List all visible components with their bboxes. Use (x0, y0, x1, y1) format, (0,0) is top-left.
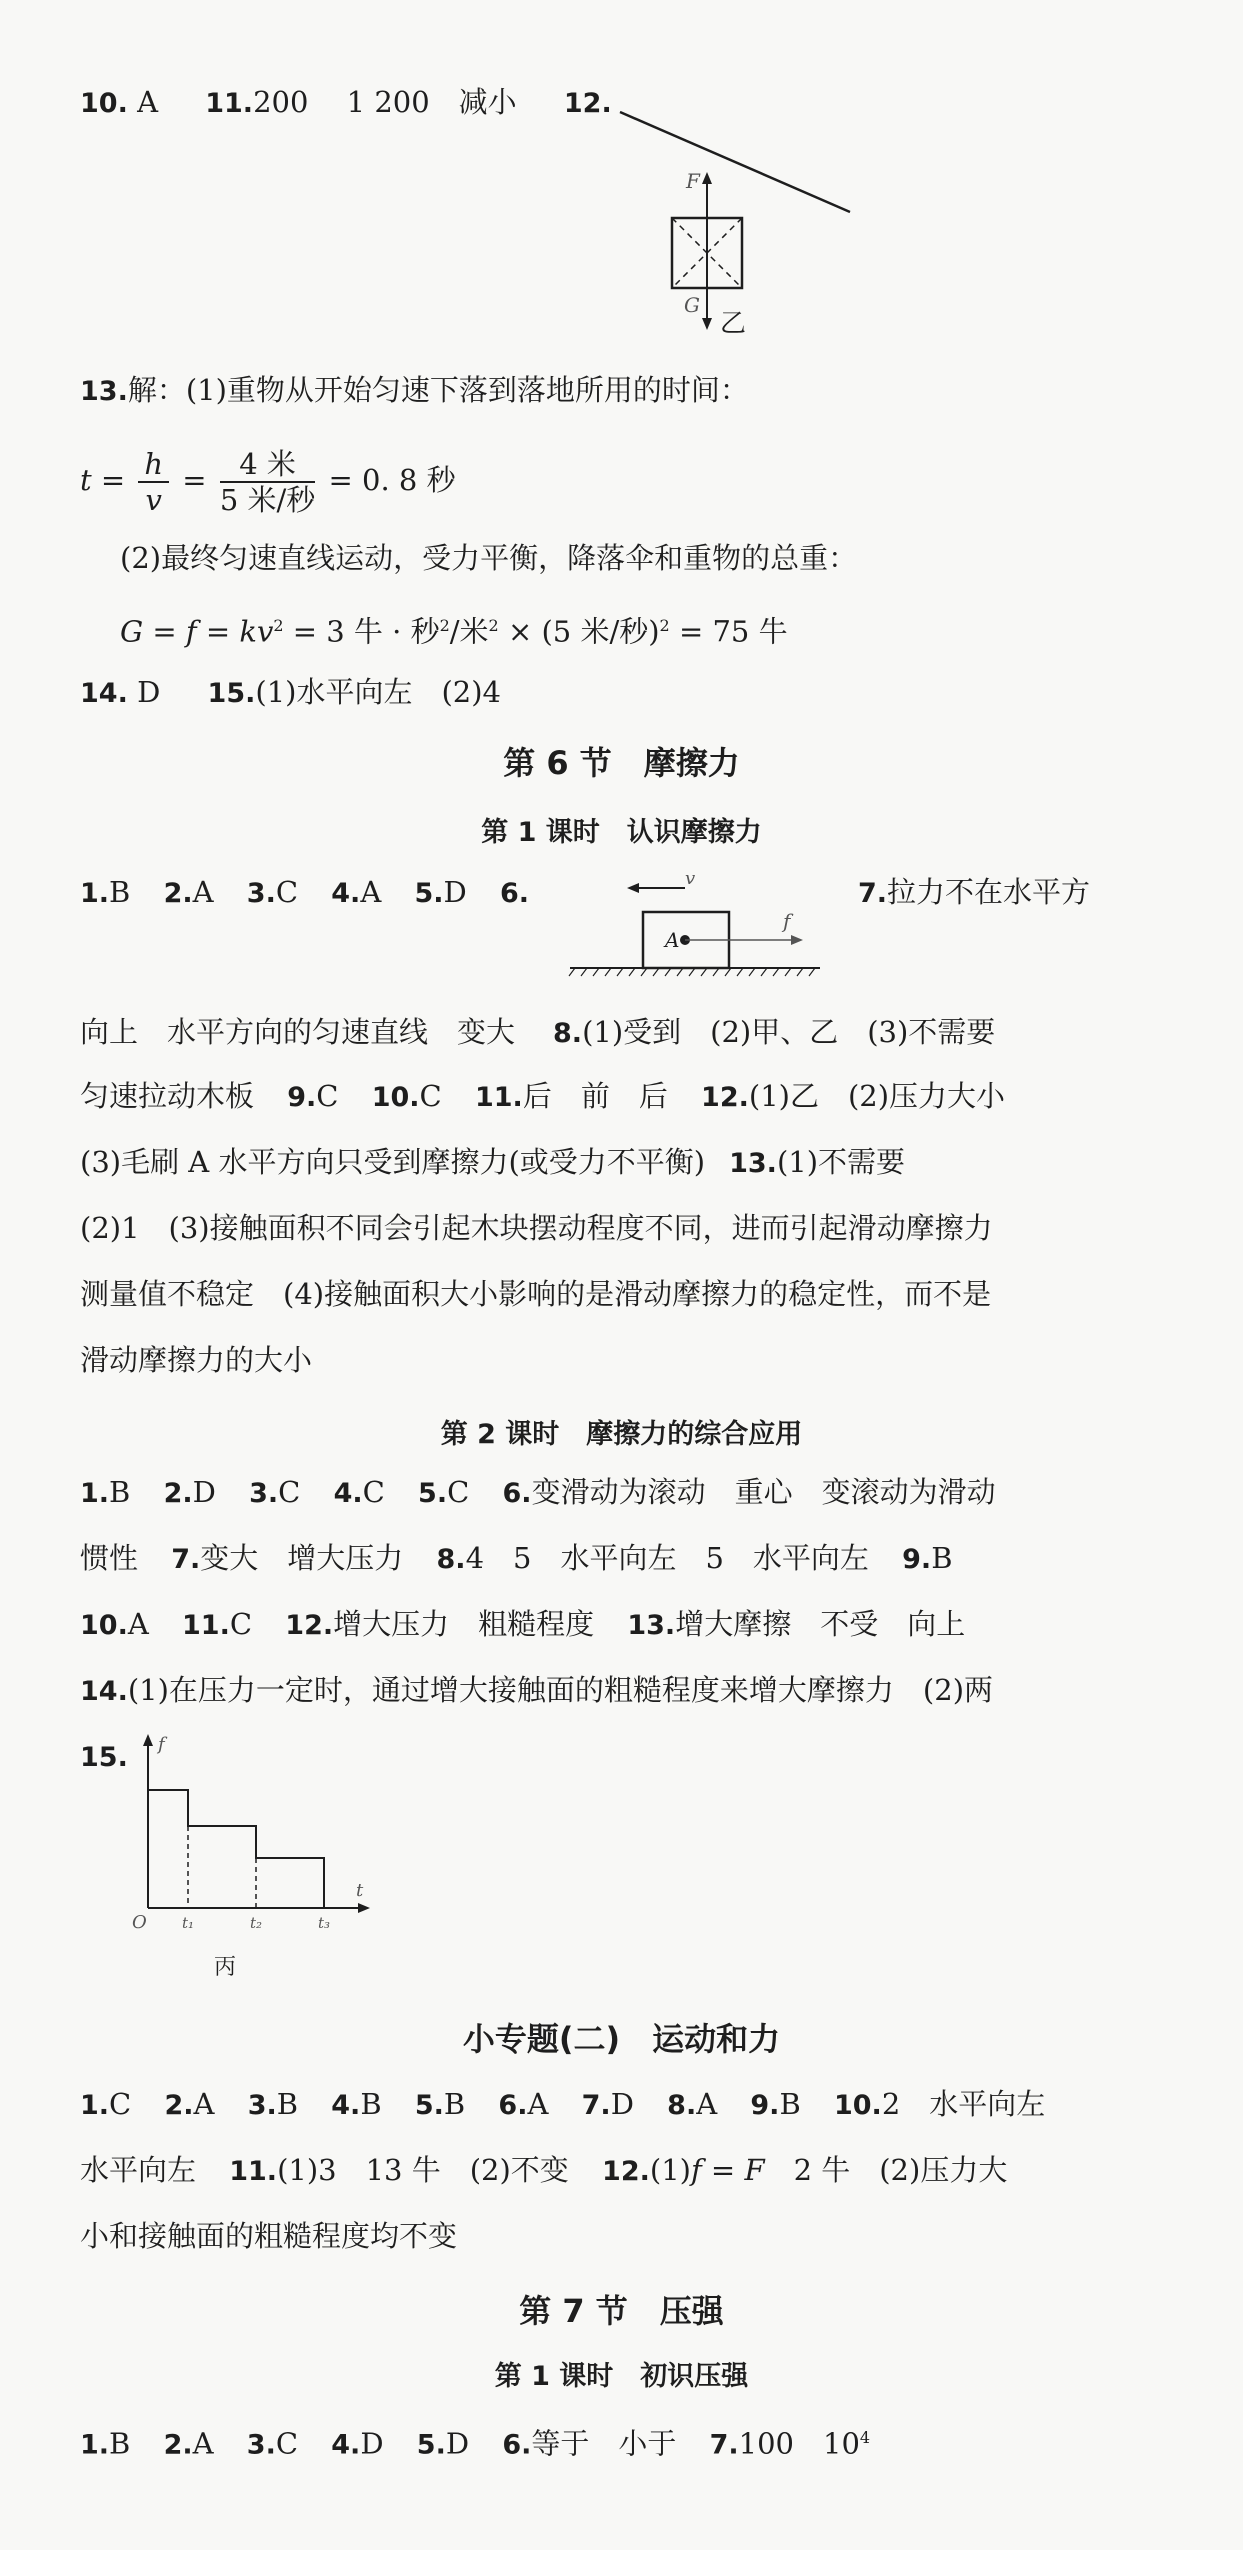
question-number: 10. (80, 88, 128, 119)
question-number: 13. (80, 376, 128, 407)
fraction: $\frac{\text{4 米}}{\text{5 米/秒}}$ (219, 447, 316, 517)
force-f-label: F (686, 169, 700, 193)
tick-t2: t₂ (250, 1914, 263, 1932)
friction-time-graph-15 (130, 1728, 380, 1988)
axis-t-label: t (356, 1880, 364, 1901)
answer-line: 匀速拉动木板 9.C 10.C 11.后 前 后 12.(1)乙 (2)压力大小 (80, 1079, 1006, 1113)
force-diagram-12 (600, 100, 860, 340)
force-g-label: G (684, 293, 700, 317)
figure-caption: 乙 (720, 309, 747, 339)
formula-line: t = $\frac{h}{v}$ = $\frac{\text{4 米}}{\text{5 米/秒}}$ = 0. 8 秒 (80, 447, 456, 517)
answer-line: 测量值不稳定 (4)接触面积大小影响的是滑动摩擦力的稳定性，而不是 (80, 1277, 992, 1311)
section-title: 小专题(二) 运动和力 (462, 2020, 781, 2058)
answer: A (137, 85, 159, 119)
answer-line: 15. (80, 1742, 128, 1773)
question-number: 14. (80, 678, 128, 709)
velocity-label: v (685, 870, 696, 889)
lesson-title: 第 1 课时 初识压强 (494, 2361, 749, 2392)
section-title: 第 7 节 压强 (519, 2292, 724, 2330)
answer-line: 1.B 2.A 3.C 4.D 5.D 6.等于 小于 7.100 $10^4$ (80, 2426, 871, 2461)
answer-line: 1.C 2.A 3.B 4.B 5.B 6.A 7.D 8.A 9.B 10.2 水平向左 (80, 2087, 1046, 2121)
answer-line: 10.A 11.C 12.增大压力 粗糙程度 13.增大摩擦 不受 向上 (80, 1607, 966, 1641)
formula-rhs: = 0. 8 秒 (328, 463, 456, 497)
friction-label: f (783, 909, 791, 933)
tick-t3: t₃ (318, 1914, 331, 1932)
question-number: 12. (563, 88, 612, 119)
answer-line (80, 370, 749, 412)
tick-t1: t₁ (182, 1914, 195, 1932)
answer-line: 滑动摩擦力的大小 (80, 1343, 313, 1377)
question-number: 15. (207, 678, 256, 709)
answer-line: 1.B 2.D 3.C 4.C 5.C 6.变滑动为滚动 重心 变滚动为滑动 (80, 1475, 996, 1509)
answer-line: 水平向左 11.(1)3 13 牛 (2)不变 12.(1)f = F 2 牛 (2)压力大 (80, 2153, 1008, 2187)
lesson-title: 第 2 课时 摩擦力的综合应用 (440, 1419, 803, 1450)
origin-label: O (132, 1912, 147, 1933)
answer-line (80, 82, 612, 124)
answer-line: 14. D 15.(1)水平向左 (2)4 (80, 675, 501, 709)
question-number: 11. (205, 88, 254, 119)
friction-diagram-6 (565, 870, 835, 990)
figure-caption: 丙 (214, 1955, 237, 1980)
axis-f-label: f (158, 1734, 165, 1755)
formula-lhs: t = (80, 463, 126, 497)
answer-line: (3)毛刷 A 水平方向只受到摩擦力(或受力不平衡) 13.(1)不需要 (80, 1145, 906, 1179)
answer: 200 1 200 减小 (253, 85, 517, 119)
answer-text: 解：(1)重物从开始匀速下落到落地所用的时间： (127, 373, 749, 407)
lesson-title: 第 1 课时 认识摩擦力 (481, 817, 762, 848)
answer-line: 小和接触面的粗糙程度均不变 (80, 2219, 458, 2253)
block-a-label: A (665, 928, 680, 952)
answer-line: (2)1 (3)接触面积不同会引起木块摆动程度不同，进而引起滑动摩擦力 (80, 1211, 993, 1245)
answer-line: 1.B 2.A 3.C 4.A 5.D 6. (80, 875, 530, 909)
answer-line: (2)最终匀速直线运动，受力平衡，降落伞和重物的总重： (120, 541, 858, 575)
answer-line: 向上 水平方向的匀速直线 变大 8.(1)受到 (2)甲、乙 (3)不需要 (80, 1015, 996, 1049)
answer-line: 惯性 7.变大 增大压力 8.4 5 水平向左 5 水平向左 9.B (80, 1541, 953, 1575)
section-title: 第 6 节 摩擦力 (503, 744, 740, 782)
fraction: $\frac{h}{v}$ (138, 447, 169, 517)
answer-line: 14.(1)在压力一定时，通过增大接触面的粗糙程度来增大摩擦力 (2)两 (80, 1673, 994, 1707)
answer-line: 7.拉力不在水平方 (858, 875, 1091, 909)
formula-line: $G = f = kv^2 = 3$ 牛 · 秒$^2$/米$^2$ × (5 米/秒)$^2$ = 75 牛 (120, 614, 788, 649)
